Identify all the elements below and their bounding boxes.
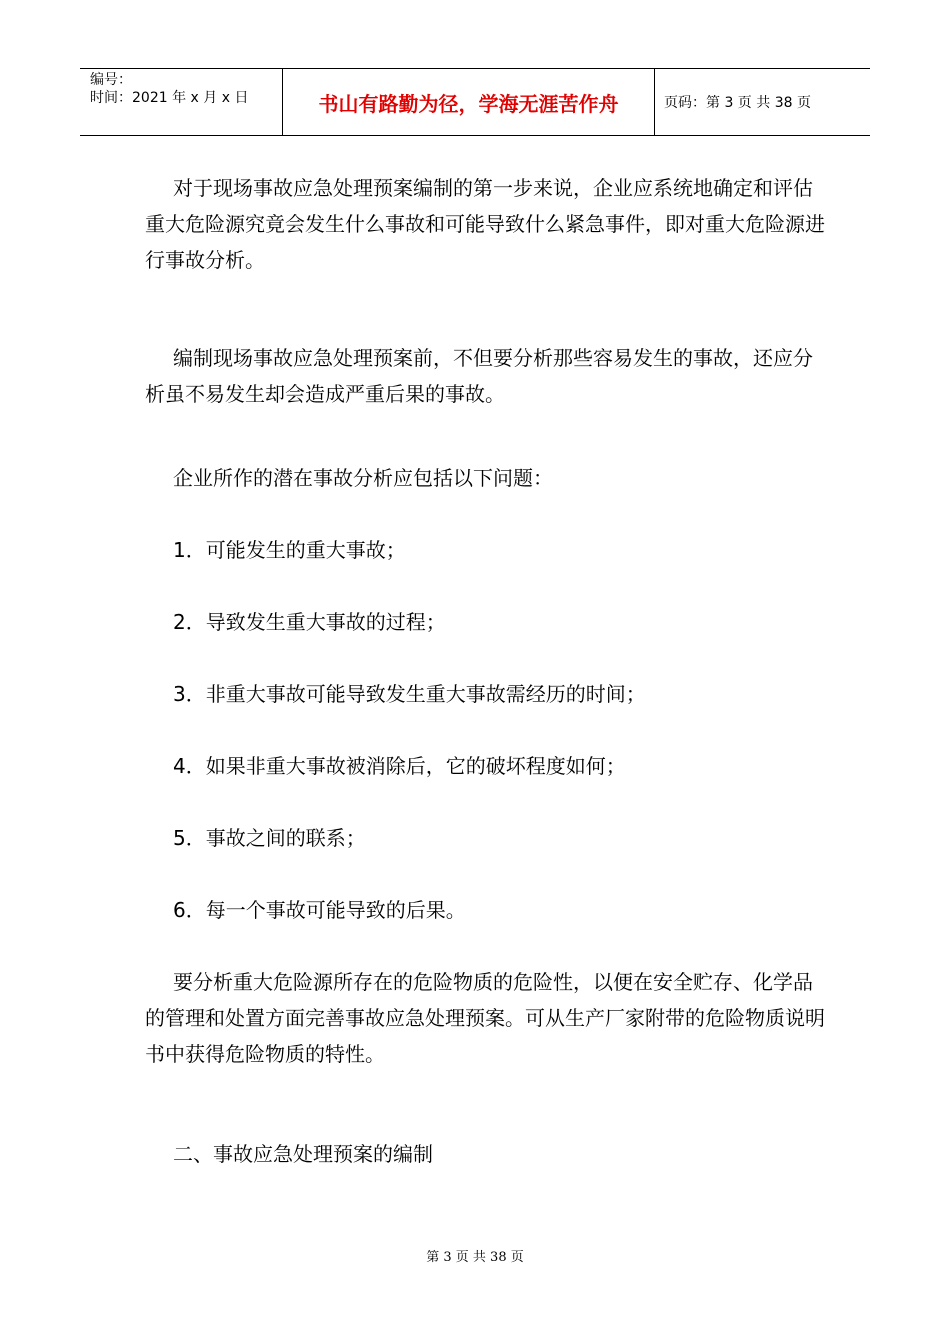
list-item: 1．可能发生的重大事故； (173, 538, 406, 562)
paragraph-questions: 企业所作的潜在事故分析应包括以下问题： (173, 466, 553, 490)
paragraph-hazard: 要分析重大危险源所存在的危险物质的危险性，以便在安全贮存、化学品的管理和处置方面完善事故应急处理预案。可从生产厂家附带的危险物质说明书中获得危险物质的特性。 (145, 970, 825, 1066)
page-footer: 第 3 页 共 38 页 (426, 1250, 524, 1265)
list-item: 2．导致发生重大事故的过程； (173, 610, 446, 634)
document-date-label: 时间：2021 年 x 月 x 日 (90, 90, 249, 106)
header-meta (80, 69, 283, 135)
section-heading: 二、事故应急处理预案的编制 (173, 1142, 433, 1166)
paragraph-analysis: 编制现场事故应急处理预案前，不但要分析那些容易发生的事故，还应分析虽不易发生却会造成严重后果的事故。 (145, 346, 813, 406)
list-item: 6．每一个事故可能导致的后果。 (173, 898, 466, 922)
document-number-label: 编号： (90, 72, 132, 88)
header-motto: 书山有路勤为径，学海无涯苦作舟 (283, 69, 655, 135)
list-item: 3．非重大事故可能导致发生重大事故需经历的时间； (173, 682, 646, 706)
paragraph-intro: 对于现场事故应急处理预案编制的第一步来说，企业应系统地确定和评估重大危险源究竟会发生什么事故和可能导致什么紧急事件，即对重大危险源进行事故分析。 (145, 176, 825, 272)
list-item: 5．事故之间的联系； (173, 826, 366, 850)
list-item: 4．如果非重大事故被消除后，它的破坏程度如何； (173, 754, 626, 778)
page-header (80, 68, 870, 136)
header-page-number: 页码：第 3 页 共 38 页 (664, 95, 811, 111)
